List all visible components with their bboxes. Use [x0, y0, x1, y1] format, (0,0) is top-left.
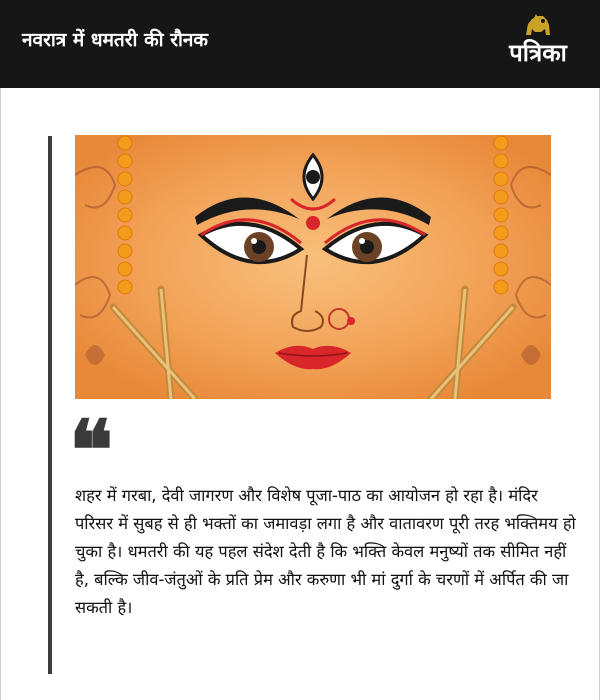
quote-text: शहर में गरबा, देवी जागरण और विशेष पूजा-पाठ का आयोजन हो रहा है। मंदिर परिसर में सुबह से ही भक्तों का जमावड़ा लगा है और वातावरण पूरी तरह भक्तिमय हो चुका है। धमतरी की यह पहल संदेश देती है कि भक्ति केवल मनुष्यों तक सीमित नहीं है, बल्कि जीव-जंतुओं के प्रति प्रेम और करुणा भी मां दुर्गा के चरणों में अर्पित की जा सकती है।: [75, 486, 576, 617]
durga-illustration: [75, 135, 551, 399]
article-card: [0, 88, 600, 700]
quote-mark-icon: ❝: [69, 403, 114, 499]
patrika-logo[interactable]: [496, 12, 580, 78]
quote-bar: [48, 136, 52, 674]
durga-face-icon: [75, 135, 551, 399]
lion-emblem-icon: [523, 12, 553, 38]
brand-name: पत्रिका: [509, 39, 567, 67]
header-bar: [0, 0, 600, 88]
page-title: नवरात्र में धमतरी की रौनक: [22, 29, 209, 51]
